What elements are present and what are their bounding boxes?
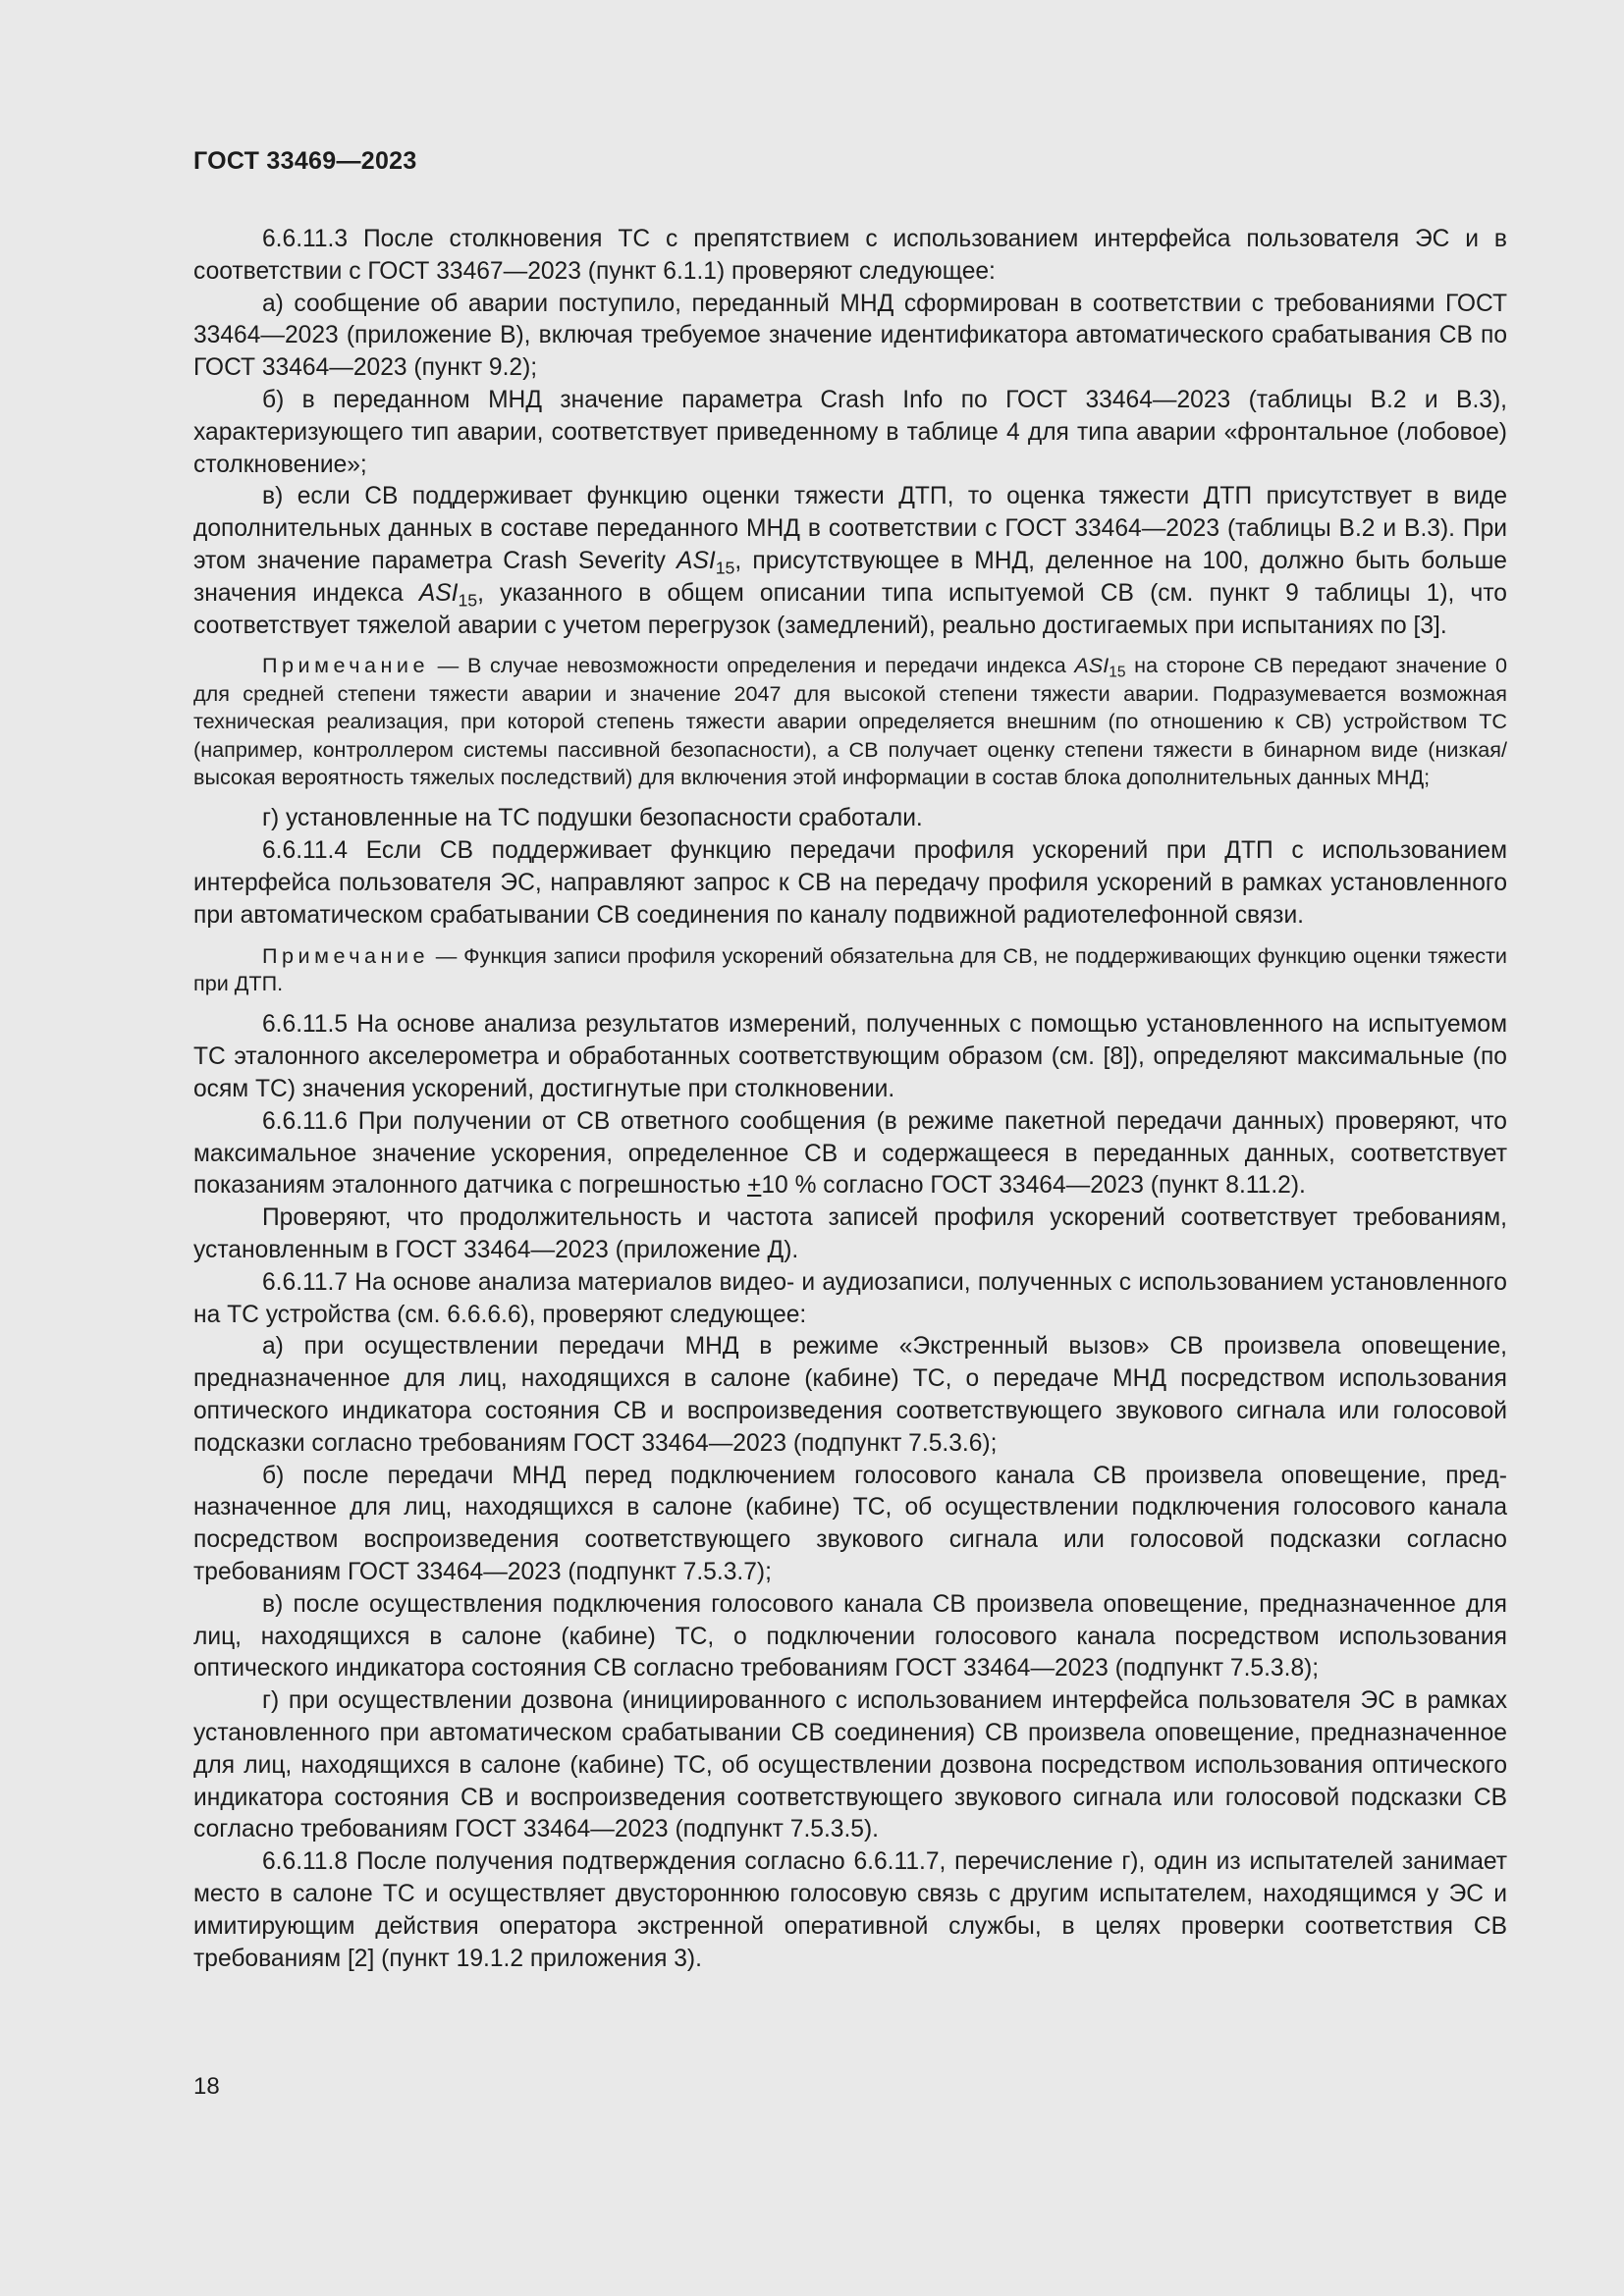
document-body bbox=[193, 224, 1507, 1975]
note-label: Примечание bbox=[262, 653, 429, 678]
asi-symbol: ASI bbox=[418, 579, 459, 607]
list-item-a: а) сообщение об аварии поступило, переданный МНД сформирован в соответствии с требованиями ГОСТ 33464—2023 (приложение В), включая требуемое значение идентификатора автоматического срабатывания СВ по ГОСТ 33464—2023 (пункт 9.2); bbox=[193, 290, 1507, 382]
note-2 bbox=[193, 942, 1507, 998]
asi-symbol: ASI bbox=[1074, 653, 1110, 678]
plus-minus-sign: + bbox=[747, 1172, 762, 1200]
asi-symbol: ASI bbox=[677, 547, 716, 574]
asi-subscript: 15 bbox=[715, 558, 735, 578]
note-1-text-2: на стороне СВ передают значение 0 для средней степени тяжести аварии и значение 2047 для высокой степени тяжести аварии. Подразумевается возможная техническая реализация, при которой степень тяжести аварии определяется внешним (по отношению к СВ) устройством ТС (например, контроллером системы пассивной безопасности), а СВ получает оценку степени тяжести в бинарном виде (низкая/ высокая вероятность тяжелых последствий) для включения этой информации в состав блока дополнительных данных МНД; bbox=[193, 653, 1507, 789]
list-item-g-2: г) при осуществлении дозвона (инициированного с использованием интерфейса пользователя ЭС в рамках установленного при автоматическом срабатывании СВ соединения) СВ произвела оповещение, предназначенное для лиц, находящихся в салоне (кабине) ТС, об осуществлении дозвона посредством использования оптического индикатора состояния СВ и воспроизведения соответствующего звукового сигнала или голосовой подсказки СВ согласно требованиям ГОСТ 33464—2023 (подпункт 7.5.3.5). bbox=[193, 1687, 1507, 1843]
paragraph-6-6-11-7: 6.6.11.7 На основе анализа материалов видео- и аудиозаписи, полученных с использованием установленного на ТС устройства (см. 6.6.6.6), проверяют следующее: bbox=[193, 1268, 1507, 1328]
page-number: 18 bbox=[193, 2073, 220, 2100]
list-item-v-text-3: , указанного в общем описании типа испытуемой СВ (см. пункт 9 таблицы 1), что соответствует тяжелой аварии с учетом перегрузок (замедлений), реально достигаемых при испытаниях по [3]. bbox=[193, 579, 1507, 639]
list-item-v bbox=[193, 481, 1507, 642]
list-item-g: г) установленные на ТС подушки безопасности сработали. bbox=[262, 805, 923, 832]
paragraph-6-6-11-4: 6.6.11.4 Если СВ поддерживает функцию передачи профиля ускорений при ДТП с использованием интерфейса пользователя ЭС, направляют запрос к СВ на передачу профиля ускорений в рамках установленного при автоматическом срабатывании СВ соединения по каналу подвижной радиотелефонной связи. bbox=[193, 837, 1507, 929]
list-item-a-2: а) при осуществлении передачи МНД в режиме «Экстренный вызов» СВ произвела оповещение, предназначенное для лиц, находящихся в салоне (кабине) ТС, о передаче МНД посредством использования оптического индикатора состояния СВ и воспроизведения соответствующего звукового сигнала или голосовой подсказки согласно требованиям ГОСТ 33464—2023 (подпункт 7.5.3.6); bbox=[193, 1333, 1507, 1457]
note-1-text-1: — В случае невозможности определения и передачи индекса bbox=[429, 653, 1075, 678]
paragraph-6-6-11-3: 6.6.11.3 После столкновения ТС с препятствием с использованием интерфейса пользователя ЭС и в соответствии с ГОСТ 33467—2023 (пункт 6.1.1) проверяют следующее: bbox=[193, 226, 1507, 285]
paragraph-6-6-11-8: 6.6.11.8 После получения подтверждения согласно 6.6.11.7, перечисление г), один из испытателей занимает место в салоне ТС и осуществляет двустороннюю голосовую связь с другим испытателем, находящимся у ЭС и имитирующим действия оператора экстренной оперативной службы, в целях проверки соответствия СВ требованиям [2] (пункт 19.1.2 приложения 3). bbox=[193, 1848, 1507, 1972]
paragraph-6-6-11-6-text-1: 6.6.11.6 При получении от СВ ответного сообщения (в режиме пакетной передачи данных) проверяют, что максимальное значение ускорения, определенное СВ и содержащееся в переданных данных, соответствует показаниям эталонного датчика с погрешностью bbox=[193, 1107, 1507, 1200]
list-item-v-text-2: , присутствующее в МНД, деленное на 100, должно быть больше значения индекса bbox=[193, 547, 1507, 607]
document-header: ГОСТ 33469—2023 bbox=[193, 147, 417, 175]
paragraph-6-6-11-6-text-2: 10 % согласно ГОСТ 33464—2023 (пункт 8.11.2). bbox=[761, 1172, 1306, 1200]
list-item-v-text-1: в) если СВ поддерживает функцию оценки тяжести ДТП, то оценка тяжести ДТП присутствует в виде дополнительных данных в составе переданного МНД в соответствии с ГОСТ 33464—2023 (таблицы В.2 и В.3). При этом значение параметра Crash Severity bbox=[193, 483, 1507, 574]
list-item-v-2: в) после осуществления подключения голосового канала СВ произвела оповещение, предназначенное для лиц, находящихся в салоне (кабине) ТС, о подключении голосового канала посредством использования оптического индикатора состояния СВ согласно требованиям ГОСТ 33464—2023 (подпункт 7.5.3.8); bbox=[193, 1590, 1507, 1682]
note-2-text: — Функция записи профиля ускорений обязательна для СВ, не поддерживающих функцию оценки тяжести при ДТП. bbox=[193, 942, 1507, 995]
list-item-b-2: б) после передачи МНД перед подключением голосового канала СВ произвела оповещение, предназначенное для лиц, находящихся в салоне (кабине) ТС, об осуществлении подключения голосового канала посредством воспроизведения соответствующего звукового сигнала или голосовой подсказки согласно требованиям ГОСТ 33464—2023 (подпункт 7.5.3.7); bbox=[193, 1462, 1507, 1585]
asi-subscript: 15 bbox=[1109, 665, 1126, 682]
paragraph-acceleration-profile: Проверяют, что продолжительность и частота записей профиля ускорений соответствует требованиям, установленным в ГОСТ 33464—2023 (приложение Д). bbox=[193, 1204, 1507, 1263]
paragraph-6-6-11-6 bbox=[193, 1106, 1507, 1202]
list-item-b: б) в переданном МНД значение параметра Crash Info по ГОСТ 33464—2023 (таблицы В.2 и В.3), характеризующего тип аварии, соответствует приведенному в таблице 4 для типа аварии «фронтальное (лобовое) столкновение»; bbox=[193, 386, 1507, 478]
asi-subscript: 15 bbox=[458, 590, 478, 611]
note-1 bbox=[193, 652, 1507, 791]
note-label: Примечание bbox=[262, 942, 429, 968]
paragraph-6-6-11-5: 6.6.11.5 На основе анализа результатов измерений, полученных с помощью установленного на испытуемом ТС эталонного акселерометра и обработанных соответствующим образом (см. [8]), определяют максимальные (по осям ТС) значения ускорений, достигнутые при столкновении. bbox=[193, 1011, 1507, 1102]
